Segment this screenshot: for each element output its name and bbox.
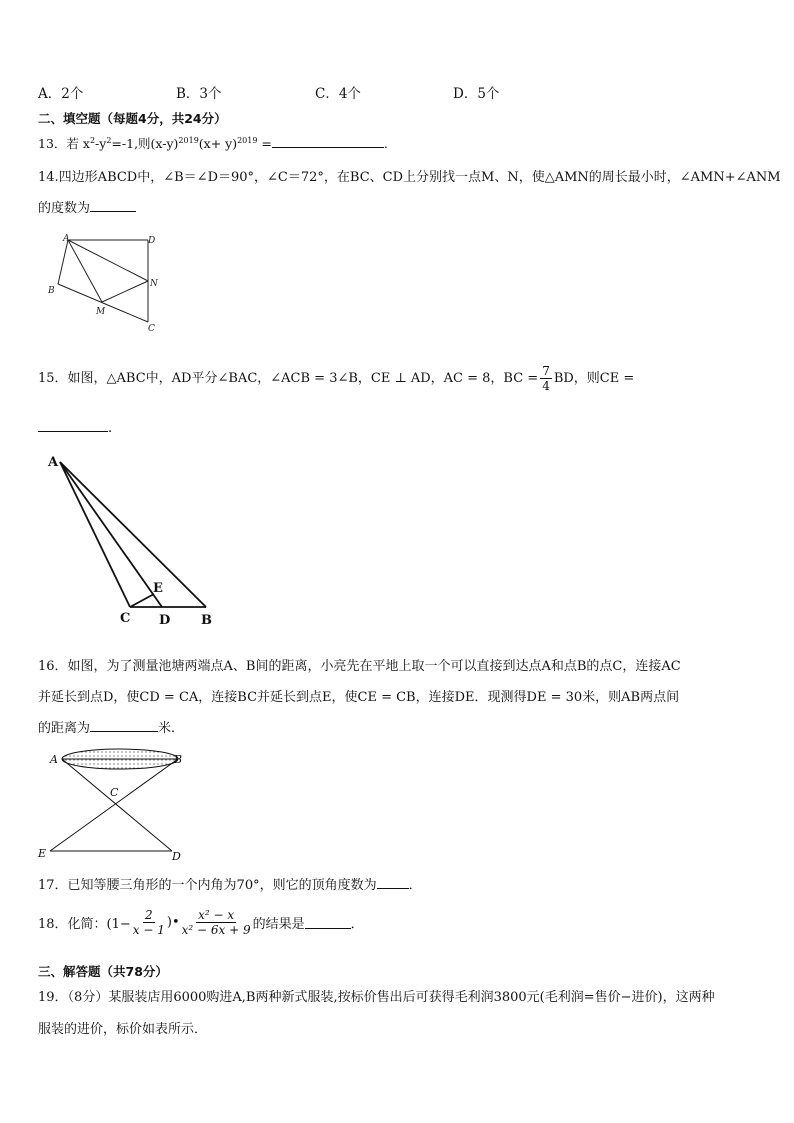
- label-d: D: [148, 236, 156, 246]
- q12-option-a: A．2个: [38, 86, 84, 102]
- answer-blank[interactable]: [90, 199, 136, 212]
- answer-blank[interactable]: [90, 719, 158, 732]
- q12-option-c: C．4个: [315, 86, 361, 102]
- question-18: 18．化简：(1− $\frac{2}{x - 1}$ )• $\frac{\text{x² − x}}{\text{x² − 6x + 9}}$ 的结果是 ．: [38, 908, 364, 937]
- label-c: C: [110, 786, 119, 799]
- label-d: D: [159, 613, 171, 628]
- q12-option-b: B．3个: [176, 86, 222, 102]
- question-19-line-1: 19．（8分）某服装店用6000购进A,B两种新式服装,按标价售出后可获得毛利润3800元(毛利润=售价−进价)，这两种: [38, 990, 715, 1005]
- question-15: 15．如图，△ABC中，AD平分∠BAC，∠ACB = 3∠B，CE ⊥ AD，AC = 8，BC = $\frac{7}{4}$ BD，则CE =: [38, 364, 635, 393]
- section-3-title: 三、解答题（共78分）: [38, 964, 168, 979]
- question-15-answer: ．: [38, 416, 122, 436]
- label-c: C: [120, 611, 131, 626]
- answer-blank[interactable]: [38, 419, 108, 432]
- question-17: 17．已知等腰三角形的一个内角为70°，则它的顶角度数为 ．: [38, 878, 422, 893]
- question-16-line-3: 的距离为 米．: [38, 721, 185, 736]
- label-m: M: [96, 307, 106, 317]
- answer-blank[interactable]: [305, 916, 351, 929]
- label-n: N: [150, 279, 158, 289]
- figure-quadrilateral-abcd: [44, 232, 174, 336]
- label-a: A: [48, 455, 59, 470]
- figure-triangle-abc: [40, 452, 230, 632]
- label-d: D: [172, 850, 181, 863]
- answer-blank[interactable]: [272, 135, 384, 148]
- question-14-line-1: 14.四边形ABCD中，∠B＝∠D＝90°，∠C＝72°，在BC、CD上分别找一点M、N，使△AMN的周长最小时，∠AMN+∠ANM: [38, 170, 781, 185]
- answer-blank[interactable]: [377, 876, 409, 889]
- label-b: B: [174, 753, 183, 766]
- label-c: C: [148, 324, 155, 334]
- label-a: A: [63, 234, 70, 244]
- figure-pond-measurement: [32, 746, 192, 868]
- label-e: E: [153, 581, 163, 596]
- section-2-title: 二、填空题（每题4分，共24分）: [38, 111, 227, 126]
- question-19-line-2: 服装的进价，标价如表所示．: [38, 1022, 208, 1037]
- label-e: E: [38, 847, 47, 860]
- label-a: A: [50, 753, 58, 766]
- label-b: B: [201, 613, 212, 628]
- question-14-line-2: 的度数为: [38, 197, 136, 216]
- question-16-line-1: 16．如图，为了测量池塘两端点A、B间的距离，小亮先在平地上取一个可以直接到达点A和点B的点C，连接AC: [38, 659, 681, 674]
- question-16-line-2: 并延长到点D，使CD = CA，连接BC并延长到点E，使CE = CB，连接DE．现测得DE = 30米，则AB两点间: [38, 690, 680, 705]
- q12-option-d: D．5个: [453, 86, 500, 102]
- question-13: 13．若 $x^2-y^2=-1$,则$(x-y)^{2019}(x+ y)^{2019}$ = .: [38, 135, 388, 151]
- label-b: B: [48, 286, 55, 296]
